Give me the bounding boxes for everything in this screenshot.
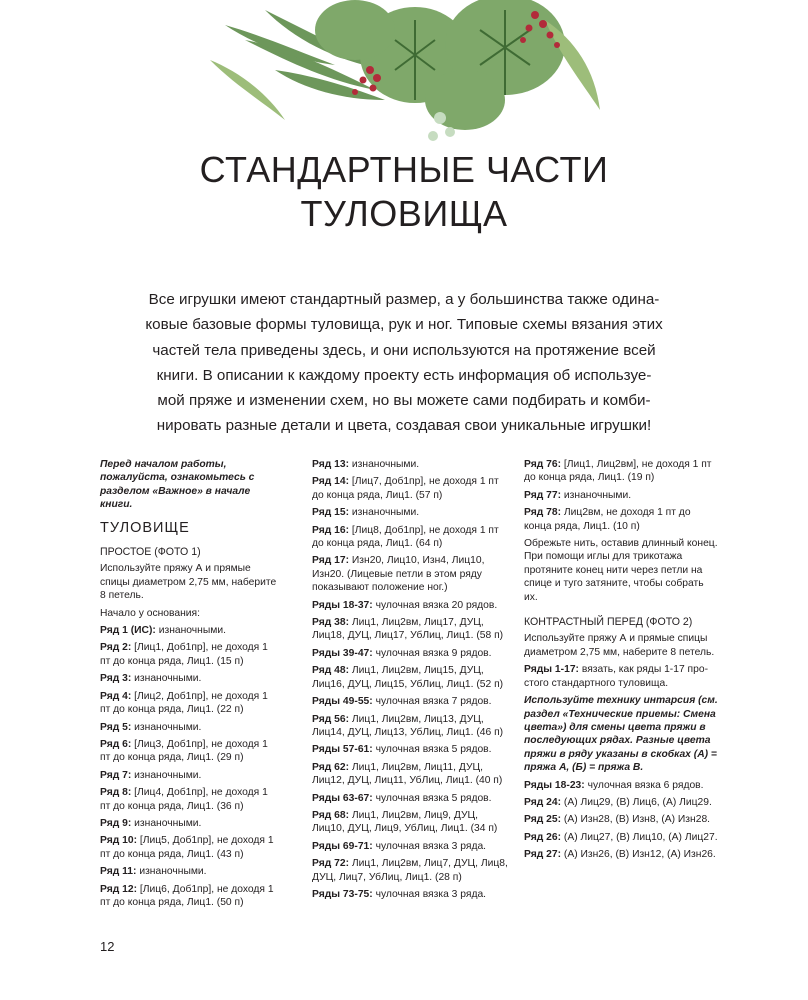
row-text: Лиц1, Лиц2вм, Лиц7, ДУЦ, Лиц8, ДУЦ, Лиц7, УбЛиц, Лиц1. (28 п) xyxy=(312,858,508,883)
row-text: Лиц1, Лиц2вм, Лиц9, ДУЦ, Лиц10, ДУЦ, Лиц9, УбЛиц, Лиц1. (34 п) xyxy=(312,809,498,835)
row-instruction xyxy=(100,721,280,734)
row-instruction xyxy=(312,647,508,660)
row-instruction xyxy=(312,809,508,836)
row-text: (А) Лиц27, (В) Лиц10, (А) Лиц27. xyxy=(563,831,718,843)
intro-note: Перед началом работы, пожалуйста, ознакомьтесь с разделом «Важное» в начале книги. xyxy=(100,459,255,511)
title-line-2: ТУЛОВИЩА xyxy=(300,193,508,234)
row-instruction xyxy=(312,713,508,740)
row-text: [Лиц3, Доб1пр], не доходя 1 пт до конца ряда, Лиц1. (29 п) xyxy=(100,738,268,764)
row-label: Ряд 9: xyxy=(100,817,132,829)
row-instruction xyxy=(100,690,280,717)
page-title xyxy=(0,148,808,236)
intro-line: мой пряже и изменении схем, но вы можете сами подбирать и комби- xyxy=(157,392,651,410)
row-label: Ряд 13: xyxy=(312,459,350,470)
row-text: Лиц1, Лиц2вм, Лиц13, ДУЦ, Лиц14, ДУЦ, Лиц13, УбЛиц, Лиц1. (46 п) xyxy=(312,713,504,738)
row-label: Ряд 16: xyxy=(312,524,350,536)
row-label: Ряд 68: xyxy=(312,809,350,821)
row-text: Лиц2вм, не доходя 1 пт до конца ряда, Лиц1. (10 п) xyxy=(524,507,691,532)
row-label: Ряды 39-47: xyxy=(312,647,373,659)
row-label: Ряд 56: xyxy=(312,713,350,725)
row-label: Ряд 27: xyxy=(524,849,562,861)
row-label: Ряд 62: xyxy=(312,761,350,773)
row-label: Ряд 78: xyxy=(524,507,562,519)
row-label: Ряды 18-23: xyxy=(524,779,585,791)
row-instruction xyxy=(524,489,720,502)
row-instruction xyxy=(524,813,720,826)
row-instruction xyxy=(100,883,280,910)
row-instruction xyxy=(100,738,280,765)
row-instruction xyxy=(312,506,508,519)
row-instruction xyxy=(312,664,508,691)
row-text: чулочная вязка 5 рядов. xyxy=(375,744,492,756)
row-text: изнаночными. xyxy=(134,817,202,829)
row-instruction xyxy=(312,599,508,612)
row-list xyxy=(100,624,280,909)
instruction-text: Используйте пряжу А и прямые спицы диаметром 2,75 мм, наберите 8 петель. xyxy=(100,563,277,602)
row-list xyxy=(524,779,720,862)
row-label: Ряды 69-71: xyxy=(312,840,373,852)
intro-line: нировать разные детали и цвета, создавая свои уникальные игрушки! xyxy=(156,417,652,435)
row-instruction xyxy=(312,616,508,643)
row-text: чулочная вязка 3 ряда. xyxy=(375,888,487,900)
row-instruction xyxy=(312,857,508,884)
row-text: изнаночными. xyxy=(563,489,632,501)
row-instruction xyxy=(312,524,508,551)
instruction-text: Используйте пряжу А и прямые спицы диаметром 2,75 мм, наберите 8 петель. xyxy=(524,633,715,658)
row-label: Ряды 57-61: xyxy=(312,744,373,756)
row-label: Ряд 7: xyxy=(100,769,132,781)
intro-line: Все игрушки имеют стандартный размер, а у большинства также одина- xyxy=(148,291,660,308)
row-text: изнаночными. xyxy=(351,459,420,470)
row-list xyxy=(524,458,720,533)
row-text: [Лиц4, Доб1пр], не доходя 1 пт до конца ряда, Лиц1. (36 п) xyxy=(100,787,268,812)
row-instruction xyxy=(312,792,508,805)
row-text: [Лиц1, Лиц2вм], не доходя 1 пт до конца ряда, Лиц1. (19 п) xyxy=(524,459,712,484)
row-instruction xyxy=(100,641,280,668)
row-text: Лиц1, Лиц2вм, Лиц15, ДУЦ, Лиц16, ДУЦ, Лиц15, УбЛиц, Лиц1. (52 п) xyxy=(312,665,504,690)
row-label: Ряды 18-37: xyxy=(312,599,373,611)
row-instruction xyxy=(100,786,280,813)
row-instruction xyxy=(312,840,508,853)
row-text: изнаночными. xyxy=(134,721,202,733)
row-label: Ряд 8: xyxy=(100,787,132,799)
title-line-1: СТАНДАРТНЫЕ ЧАСТИ xyxy=(199,149,609,190)
column-1 xyxy=(100,458,280,913)
row-text: Лиц1, Лиц2вм, Лиц11, ДУЦ, Лиц12, ДУЦ, Лиц11, УбЛиц, Лиц1. (40 п) xyxy=(312,761,503,787)
row-text: (А) Изн28, (В) Изн8, (А) Изн28. xyxy=(563,814,711,826)
row-label: Ряд 48: xyxy=(312,665,350,677)
row-instruction xyxy=(312,554,508,594)
row-label: Ряды 73-75: xyxy=(312,888,373,900)
row-instruction xyxy=(100,865,280,878)
row-label: Ряд 10: xyxy=(100,835,138,847)
row-instruction xyxy=(100,817,280,830)
row-instruction xyxy=(524,458,720,485)
row-text: [Лиц1, Доб1пр], не доходя 1 пт до конца ряда, Лиц1. (15 п) xyxy=(100,642,268,667)
row-label: Ряды 1-17: xyxy=(524,664,579,676)
row-text: [Лиц2, Доб1пр], не доходя 1 пт до конца ряда, Лиц1. (22 п) xyxy=(100,690,268,716)
row-text: изнаночными. xyxy=(158,625,226,637)
row-label: Ряд 14: xyxy=(312,476,350,488)
row-label: Ряд 6: xyxy=(100,738,132,750)
row-label: Ряды 49-55: xyxy=(312,696,373,708)
intro-line: ковые базовые формы туловища, рук и ног. Типовые схемы вязания этих xyxy=(145,316,663,334)
intro-line: книги. В описании к каждому проекту есть информация об используе- xyxy=(156,366,652,384)
row-label: Ряды 63-67: xyxy=(312,792,373,804)
row-label: Ряд 3: xyxy=(100,673,132,685)
row-label: Ряд 38: xyxy=(312,617,350,629)
row-instruction xyxy=(312,888,508,901)
row-text: вязать, как ряды 1-17 про- стого стандартного туловища. xyxy=(524,664,709,689)
row-text: изнаночными. xyxy=(134,673,202,685)
row-label: Ряд 17: xyxy=(312,555,350,567)
row-text: [Лиц7, Доб1пр], не доходя 1 пт до конца ряда, Лиц1. (57 п) xyxy=(312,476,499,501)
column-3 xyxy=(524,458,720,866)
subheading-simple: ПРОСТОЕ (ФОТО 1) xyxy=(100,546,201,559)
row-instruction xyxy=(100,672,280,685)
row-label: Ряд 5: xyxy=(100,721,132,733)
row-text: изнаночными. xyxy=(139,866,207,878)
row-label: Ряд 24: xyxy=(524,796,562,808)
row-text: (А) Изн26, (В) Изн12, (А) Изн26. xyxy=(563,849,716,861)
row-label: Ряд 11: xyxy=(100,866,137,878)
page-number: 12 xyxy=(100,939,115,954)
row-instruction xyxy=(312,761,508,788)
row-instruction xyxy=(312,475,508,502)
row-text: [Лиц6, Доб1пр], не доходя 1 пт до конца ряда, Лиц1. (50 п) xyxy=(100,883,274,908)
row-label: Ряд 15: xyxy=(312,507,350,519)
subheading-contrast: КОНТРАСТНЫЙ ПЕРЕД (ФОТО 2) xyxy=(524,616,693,629)
row-label: Ряд 12: xyxy=(100,883,138,895)
finishing-instruction: Обрежьте нить, оставив длинный конец. При помощи иглы для трикотажа протяните конец нити через петли на спице и туго затяните, чтобы собрать их. xyxy=(524,538,718,603)
row-instruction xyxy=(524,779,720,792)
row-label: Ряд 72: xyxy=(312,858,350,870)
row-instruction xyxy=(100,834,280,861)
row-text: чулочная вязка 9 рядов. xyxy=(375,647,492,659)
row-text: [Лиц5, Доб1пр], не доходя 1 пт до конца ряда, Лиц1. (43 п) xyxy=(100,835,274,860)
row-instruction xyxy=(524,663,720,690)
row-text: Изн20, Лиц10, Изн4, Лиц10, Изн20. (Лицевые петли в этом ряду показывают положение ног.) xyxy=(312,555,485,594)
row-list xyxy=(312,458,508,901)
row-instruction xyxy=(524,506,720,533)
row-text: (А) Лиц29, (В) Лиц6, (А) Лиц29. xyxy=(563,796,712,808)
row-text: чулочная вязка 3 ряда. xyxy=(375,840,487,852)
intro-line: частей тела приведены здесь, и они используются на протяжение всей xyxy=(152,341,656,359)
row-label: Ряд 2: xyxy=(100,642,132,654)
row-text: Лиц1, Лиц2вм, Лиц17, ДУЦ, Лиц18, ДУЦ, Лиц17, УбЛиц, Лиц1. (58 п) xyxy=(312,617,504,642)
intro-paragraph xyxy=(108,287,700,439)
row-text: изнаночными. xyxy=(351,507,420,519)
row-text: чулочная вязка 20 рядов. xyxy=(375,599,498,611)
row-label: Ряд 25: xyxy=(524,814,562,826)
row-instruction xyxy=(312,458,508,471)
row-text: чулочная вязка 6 рядов. xyxy=(587,779,704,791)
row-text: чулочная вязка 7 рядов. xyxy=(375,696,492,708)
column-2 xyxy=(312,458,508,905)
row-instruction xyxy=(100,769,280,782)
instruction-text: Начало у основания: xyxy=(100,607,200,619)
row-instruction xyxy=(524,848,720,861)
row-text: [Лиц8, Доб1пр], не доходя 1 пт до конца ряда, Лиц1. (64 п) xyxy=(312,524,499,550)
row-label: Ряд 4: xyxy=(100,690,132,702)
row-label: Ряд 26: xyxy=(524,831,562,843)
row-instruction xyxy=(524,831,720,844)
row-label: Ряд 76: xyxy=(524,459,562,470)
row-text: изнаночными. xyxy=(134,769,202,781)
intarsia-note: Используйте технику интарсия (см. раздел «Технические приемы: Смена цвета») для смены цвета пряжи в последующих рядах. Разные цвета пряжи в ряду указаны в скобках (А) = пряжа А, (Б) = пряжа В. xyxy=(524,695,718,774)
botanical-illustration xyxy=(205,0,605,145)
row-label: Ряд 1 (ИС): xyxy=(100,625,156,637)
row-label: Ряд 77: xyxy=(524,489,562,501)
row-instruction xyxy=(100,624,280,637)
row-instruction xyxy=(524,796,720,809)
section-heading-body: ТУЛОВИЩЕ xyxy=(100,519,190,536)
row-instruction xyxy=(312,695,508,708)
row-text: чулочная вязка 5 рядов. xyxy=(375,792,492,804)
row-instruction xyxy=(312,743,508,756)
